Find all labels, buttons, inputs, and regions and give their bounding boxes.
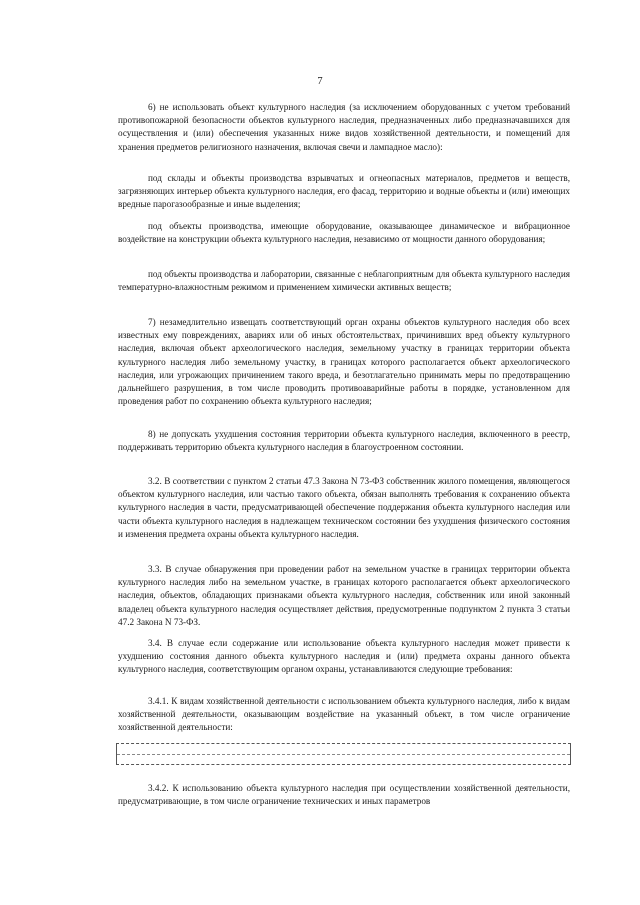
paragraph-3-3: 3.3. В случае обнаружения при проведении работ на земельном участке в границах территории объекта культурного наследия либо на земельном участке, в границах которого располагается объект археологического наследия, объектов, обладающих признаками объекта культурного наследия, собственник или иной законный владелец объекта культурного наследия осуществляет действия, предусмотренные подпунктом 2 пункта 3 статьи 47.2 Закона N 73-ФЗ. [118,564,570,627]
blank-fill-field [116,743,571,765]
paragraph-warehouses: под склады и объекты производства взрывчатых и огнеопасных материалов, предметов и веществ, загрязняющих интерьер объекта культурного наследия, его фасад, территорию и водные объекты и (или) имеющих вредные парогазообразные и иные выделения; [118,173,570,210]
page-number: 7 [317,76,323,87]
paragraph-3-2: 3.2. В соответствии с пунктом 2 статьи 47.3 Закона N 73-ФЗ собственник жилого помещения, являющегося объектом культурного наследия, или частью такого объекта, обязан выполнять требования к сохранению объекта культурного наследия в части, предусматривающей обеспечение поддержания объекта культурного наследия или части объекта культурного наследия в надлежащем техническом состоянии без ухудшения физического состояния и изменения предмета охраны объекта культурного наследия. [118,476,570,539]
paragraph-7: 7) незамедлительно извещать соответствующий орган охраны объектов культурного наследия обо всех известных ему повреждениях, авариях или об иных обстоятельствах, причинивших вред объекту культурного наследия, включая объект археологического наследия, земельному участку в границах территории объекта культурного наследия либо земельному участку, в границах которого располагается объект археологического наследия, или угрожающих причинением такого вреда, и безотлагательно принимать меры по предотвращению дальнейшего разрушения, в том числе проводить противоаварийные работы в порядке, установленном для проведения работ по сохранению объекта культурного наследия; [118,317,570,407]
paragraph-laboratories: под объекты производства и лаборатории, связанные с неблагоприятным для объекта культурного наследия температурно-влажностным режимом и применением химически активных веществ; [118,269,570,293]
paragraph-3-4-2: 3.4.2. К использованию объекта культурного наследия при осуществлении хозяйственной деятельности, предусматривающие, в том числе ограничение технических и иных параметров [118,783,570,807]
paragraph-3-4-1: 3.4.1. К видам хозяйственной деятельности с использованием объекта культурного наследия, либо к видам хозяйственной деятельности, оказывающим воздействие на указанный объект, в том числе ограничение хозяйственной деятельности: [118,696,570,733]
paragraph-6: 6) не использовать объект культурного наследия (за исключением оборудованных с учетом требований противопожарной безопасности объектов культурного наследия, предназначенных либо предназначавшихся для осуществления и (или) обеспечения указанных ниже видов хозяйственной деятельности, и помещений для хранения предметов религиозного назначения, включая свечи и лампадное масло): [118,102,570,152]
paragraph-production-vibration: под объекты производства, имеющие оборудование, оказывающее динамическое и вибрационное воздействие на конструкции объекта культурного наследия, независимо от мощности данного оборудования; [118,221,570,245]
paragraph-8: 8) не допускать ухудшения состояния территории объекта культурного наследия, включенного в реестр, поддерживать территорию объекта культурного наследия в благоустроенном состоянии. [118,429,570,453]
paragraph-3-4: 3.4. В случае если содержание или использование объекта культурного наследия может привести к ухудшению состояния данного объекта культурного наследия и (или) предмета охраны данного объекта культурного наследия, соответствующим органом охраны, устанавливаются следующие требования: [118,638,570,675]
blank-field-line [117,754,570,755]
